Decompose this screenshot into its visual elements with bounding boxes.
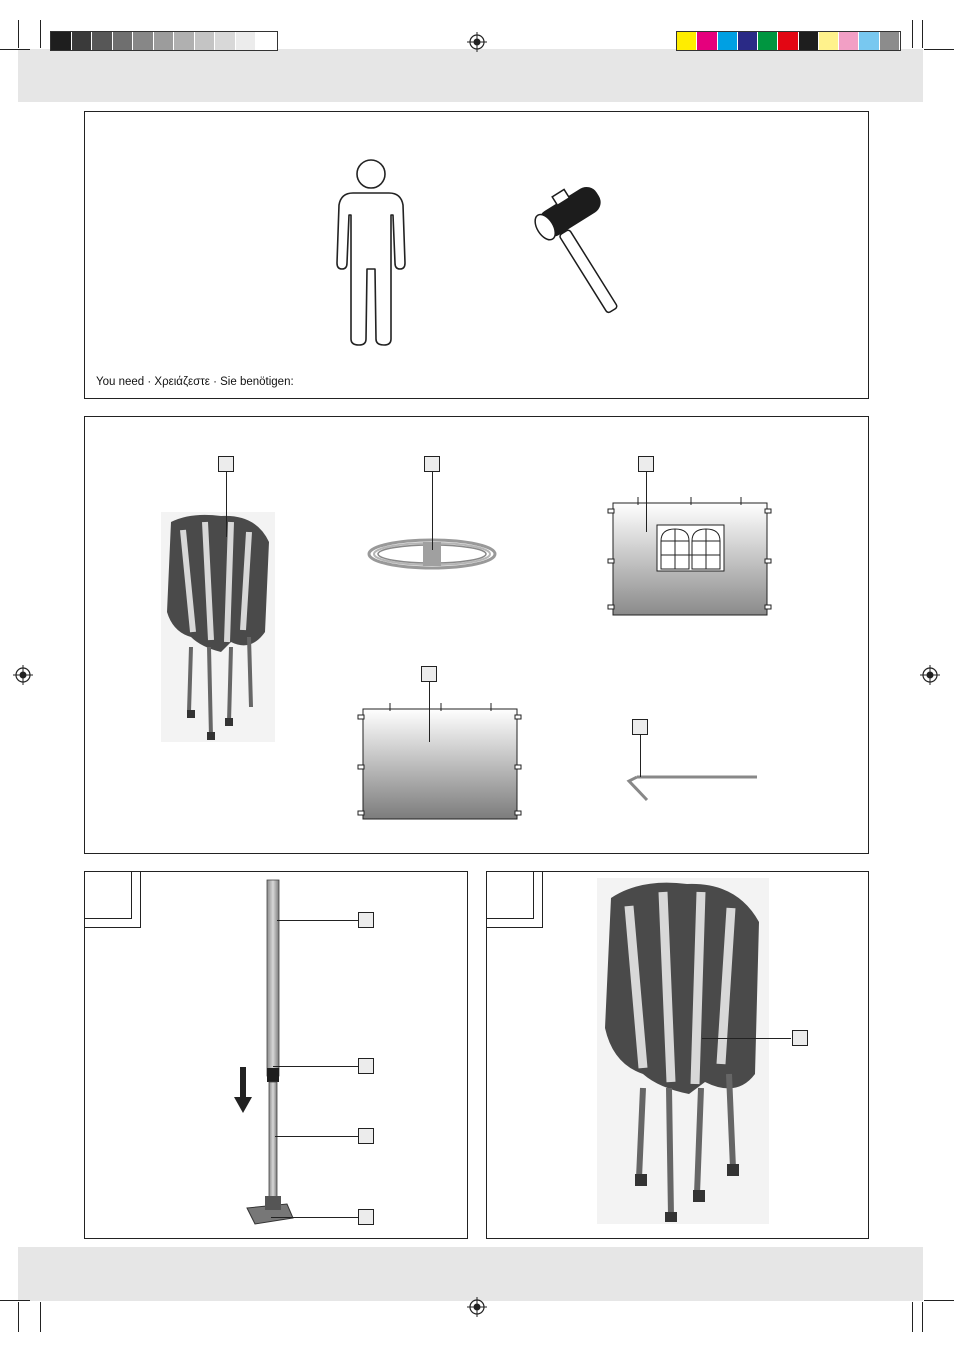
grayscale-swatch: [113, 32, 134, 50]
registration-mark-icon: [467, 1297, 487, 1317]
grayscale-swatch: [72, 32, 93, 50]
color-swatch: [738, 32, 758, 50]
leader-line: [429, 682, 430, 742]
crop-mark: [922, 1302, 923, 1332]
telescopic-leg-image: [235, 878, 305, 1230]
step-corner-frame: [84, 871, 141, 928]
crop-mark: [40, 1302, 41, 1332]
part-label-box: [218, 456, 234, 472]
leader-line: [275, 1136, 359, 1137]
leader-line: [432, 472, 433, 550]
part-label-box: [632, 719, 648, 735]
color-swatch: [697, 32, 717, 50]
part-label-box: [358, 1128, 374, 1144]
crop-mark: [924, 1300, 954, 1301]
color-swatch: [677, 32, 697, 50]
step-panel-left: [84, 871, 468, 1239]
rubber-mallet-icon: [530, 184, 630, 324]
crop-mark: [18, 20, 19, 48]
crop-mark: [0, 49, 30, 50]
crop-mark: [18, 1302, 19, 1332]
color-swatch: [778, 32, 798, 50]
grayscale-swatch: [256, 32, 277, 50]
grayscale-swatch: [51, 32, 72, 50]
plain-side-wall-image: [355, 699, 527, 823]
grayscale-swatch: [174, 32, 195, 50]
registration-mark-icon: [13, 665, 33, 685]
side-wall-window-image: [605, 493, 777, 617]
down-arrow-icon: [233, 1067, 253, 1115]
grayscale-swatch: [236, 32, 257, 50]
tent-peg-image: [623, 767, 763, 807]
registration-mark-icon: [920, 665, 940, 685]
grayscale-swatch: [215, 32, 236, 50]
grayscale-calibration-bar: [50, 31, 278, 51]
color-swatch: [758, 32, 778, 50]
footer-band: [18, 1247, 923, 1301]
leader-line: [273, 1066, 359, 1067]
crop-mark: [922, 20, 923, 48]
crop-mark: [0, 1300, 30, 1301]
color-swatch: [839, 32, 859, 50]
color-swatch: [819, 32, 839, 50]
step-panel-right: [486, 871, 869, 1239]
grayscale-swatch: [133, 32, 154, 50]
grayscale-swatch: [154, 32, 175, 50]
step-corner-frame: [486, 871, 543, 928]
folded-gazebo-image: [161, 512, 275, 742]
header-band: [18, 49, 923, 102]
registration-mark-icon: [467, 32, 487, 52]
part-label-box: [358, 1058, 374, 1074]
part-label-box: [638, 456, 654, 472]
tools-caption: You need · Χρειάζεστε · Sie benötigen:: [96, 376, 294, 388]
parts-panel: [84, 416, 869, 854]
color-swatch: [880, 32, 900, 50]
tools-panel: [84, 111, 869, 399]
crop-mark: [912, 20, 913, 48]
grayscale-swatch: [195, 32, 216, 50]
crop-mark: [924, 49, 954, 50]
color-swatch: [799, 32, 819, 50]
crop-mark: [912, 1302, 913, 1332]
crop-mark: [40, 20, 41, 48]
grayscale-swatch: [92, 32, 113, 50]
leader-line: [646, 472, 647, 532]
color-swatch: [859, 32, 879, 50]
person-icon: [333, 157, 413, 347]
leader-line: [277, 920, 359, 921]
part-label-box: [424, 456, 440, 472]
leader-line: [271, 1217, 359, 1218]
part-label-box: [792, 1030, 808, 1046]
color-swatch: [718, 32, 738, 50]
part-label-box: [421, 666, 437, 682]
folded-gazebo-large-image: [597, 878, 769, 1224]
part-label-box: [358, 1209, 374, 1225]
leader-line: [702, 1038, 791, 1039]
leader-line: [226, 472, 227, 537]
color-calibration-bar: [676, 31, 901, 51]
leader-line: [640, 735, 641, 777]
part-label-box: [358, 912, 374, 928]
